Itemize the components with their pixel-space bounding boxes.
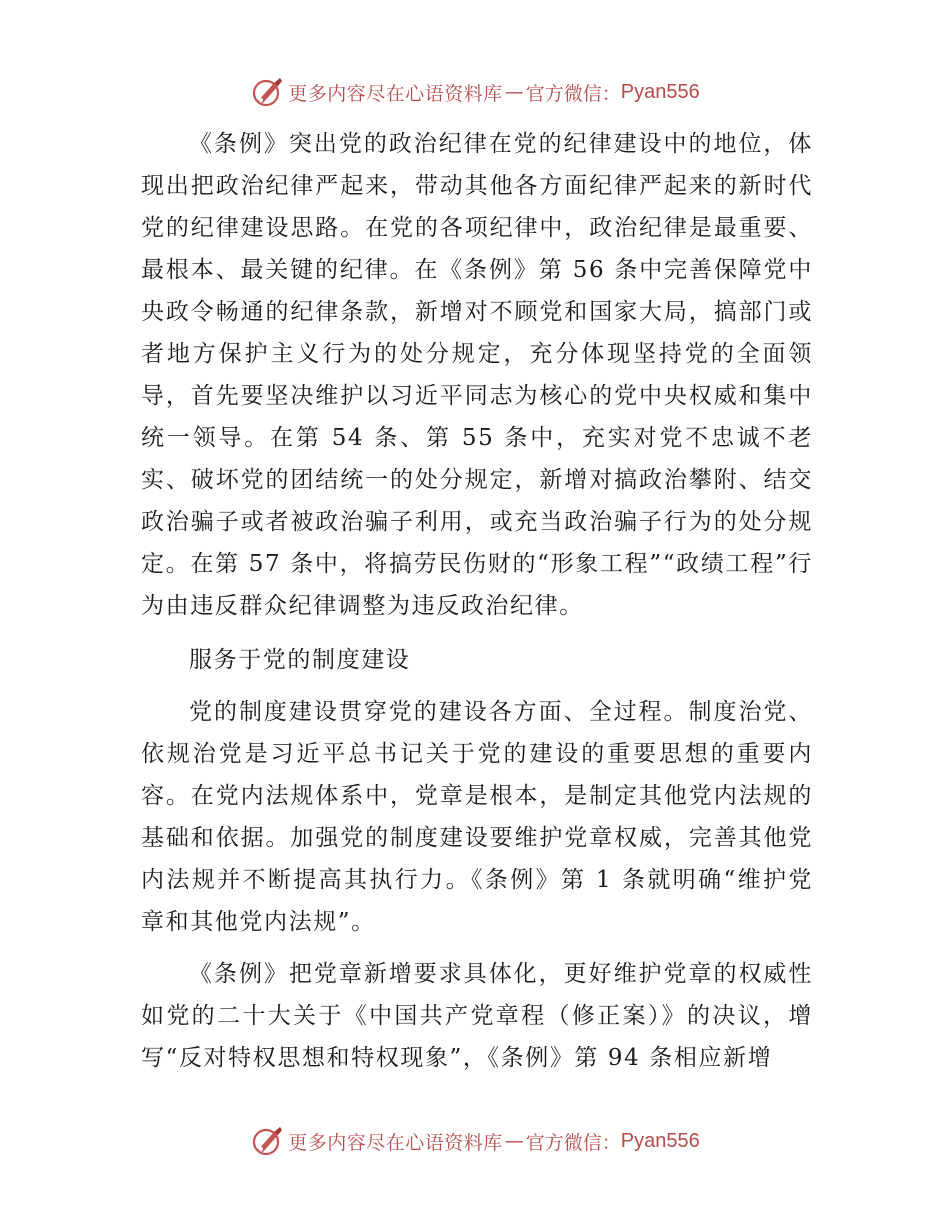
banner-contact-label: 官方微信： bbox=[525, 82, 621, 105]
section-heading: 服务于党的制度建设 bbox=[189, 647, 411, 673]
banner-separator: — bbox=[504, 81, 524, 103]
paragraph: 《条例》把党章新增要求具体化，更好维护党章的权威性如党的二十大关于《中国共产党章程（修正案）》的决议，增写“反对特权思想和特权现象”，《条例》第 94 条相应新增 bbox=[141, 961, 813, 1071]
paragraph: 党的制度建设贯穿党的建设各方面、全过程。制度治党、依规治党是习近平总书记关于党的建设的重要思想的重要内容。在党内法规体系中，党章是根本，是制定其他党内法规的基础和依据。加强党的制度建设要维护党章权威，完善其他党内法规并不断提高其执行力。《条例》第 1 条就明确“维护党章和其他党内法规”。 bbox=[141, 699, 813, 935]
pen-logo-icon bbox=[250, 75, 284, 109]
footer-banner bbox=[0, 1121, 950, 1161]
banner-title: 更多内容尽在心语资料库 bbox=[288, 1131, 503, 1154]
pen-logo-icon bbox=[250, 1124, 284, 1158]
banner-contact-label: 官方微信： bbox=[525, 1131, 621, 1154]
banner-separator: — bbox=[504, 1130, 524, 1152]
document-body bbox=[141, 123, 813, 1079]
banner-title: 更多内容尽在心语资料库 bbox=[288, 82, 503, 105]
header-banner bbox=[0, 72, 950, 112]
banner-contact-id: Pyan556 bbox=[620, 1129, 700, 1152]
banner-contact-id: Pyan556 bbox=[620, 80, 700, 103]
paragraph: 《条例》突出党的政治纪律在党的纪律建设中的地位，体现出把政治纪律严起来，带动其他各方面纪律严起来的新时代党的纪律建设思路。在党的各项纪律中，政治纪律是最重要、最根本、最关键的纪律。在《条例》第 56 条中完善保障党中央政令畅通的纪律条款，新增对不顾党和国家大局，搞部门或者地方保护主义行为的处分规定，充分体现坚持党的全面领导，首先要坚决维护以习近平同志为核心的党中央权威和集中统一领导。在第 54 条、第 55 条中，充实对党不忠诚不老实、破坏党的团结统一的处分规定，新增对搞政治攀附、结交政治骗子或者被政治骗子利用，或充当政治骗子行为的处分规定。在第 57 条中，将搞劳民伤财的“形象工程”“政绩工程”行为由违反群众纪律调整为违反政治纪律。 bbox=[141, 131, 813, 619]
